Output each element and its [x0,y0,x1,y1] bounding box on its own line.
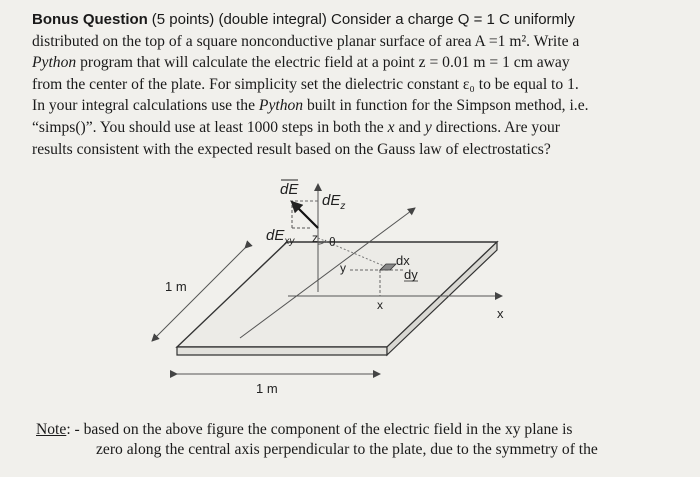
label-z: z [312,231,318,245]
question-line-6-b: directions. Are your [435,118,560,136]
label-dEz: $dE_z$ [322,192,346,212]
label-dExy: $dE_{xy}$ [266,227,295,247]
word-and: and [398,118,421,136]
note-text [36,420,656,460]
plate-front-edge [177,347,387,355]
question-line-5-a: In your integral calculations use the [32,97,256,115]
question-points: (5 points) (double integral) Consider a charge Q = 1 C uniformly [151,11,575,28]
label-theta: θ [329,235,336,249]
label-x-inner: x [377,298,383,312]
question-line-7: results consistent with the expected result based on the Gauss law of electrostatics? [32,140,551,158]
python-word-2: Python [258,97,304,115]
label-x-axis: x [497,306,504,321]
label-dE: dE [280,181,299,198]
question-line-6-a: “simps()”. You should use at least 1000 steps in both the [32,118,384,136]
label-side-left: 1 m [165,279,187,294]
question-line-5-b: built in function for the Simpson method, i.e. [307,97,589,115]
question-line-3-rest: program that will calculate the electric field at a point z = 0.01 m = 1 cm away [80,54,570,72]
label-dy: dy [404,267,418,282]
question-line-2: distributed on the top of a square nonconductive planar surface of area A =1 m². Write a [32,32,580,50]
var-x: x [387,118,395,136]
note-line-1 [36,420,656,440]
python-word: Python [32,54,77,72]
label-side-bottom: 1 m [256,381,278,396]
note-line-1-text: : - based on the above figure the component of the electric field in the xy plane is [66,421,573,438]
question-title: Bonus Question [32,11,148,28]
note-label: Note [36,421,67,438]
label-dx: dx [396,253,410,268]
dE-vector [292,202,318,228]
question-line-4: from the center of the plate. For simplicity set the dielectric constant ε₀ to be equal to 1. [32,75,579,93]
note-line-2: zero along the central axis perpendicular to the plate, due to the symmetry of the [96,441,598,458]
var-y: y [424,118,432,136]
label-y-inner: y [340,261,346,275]
